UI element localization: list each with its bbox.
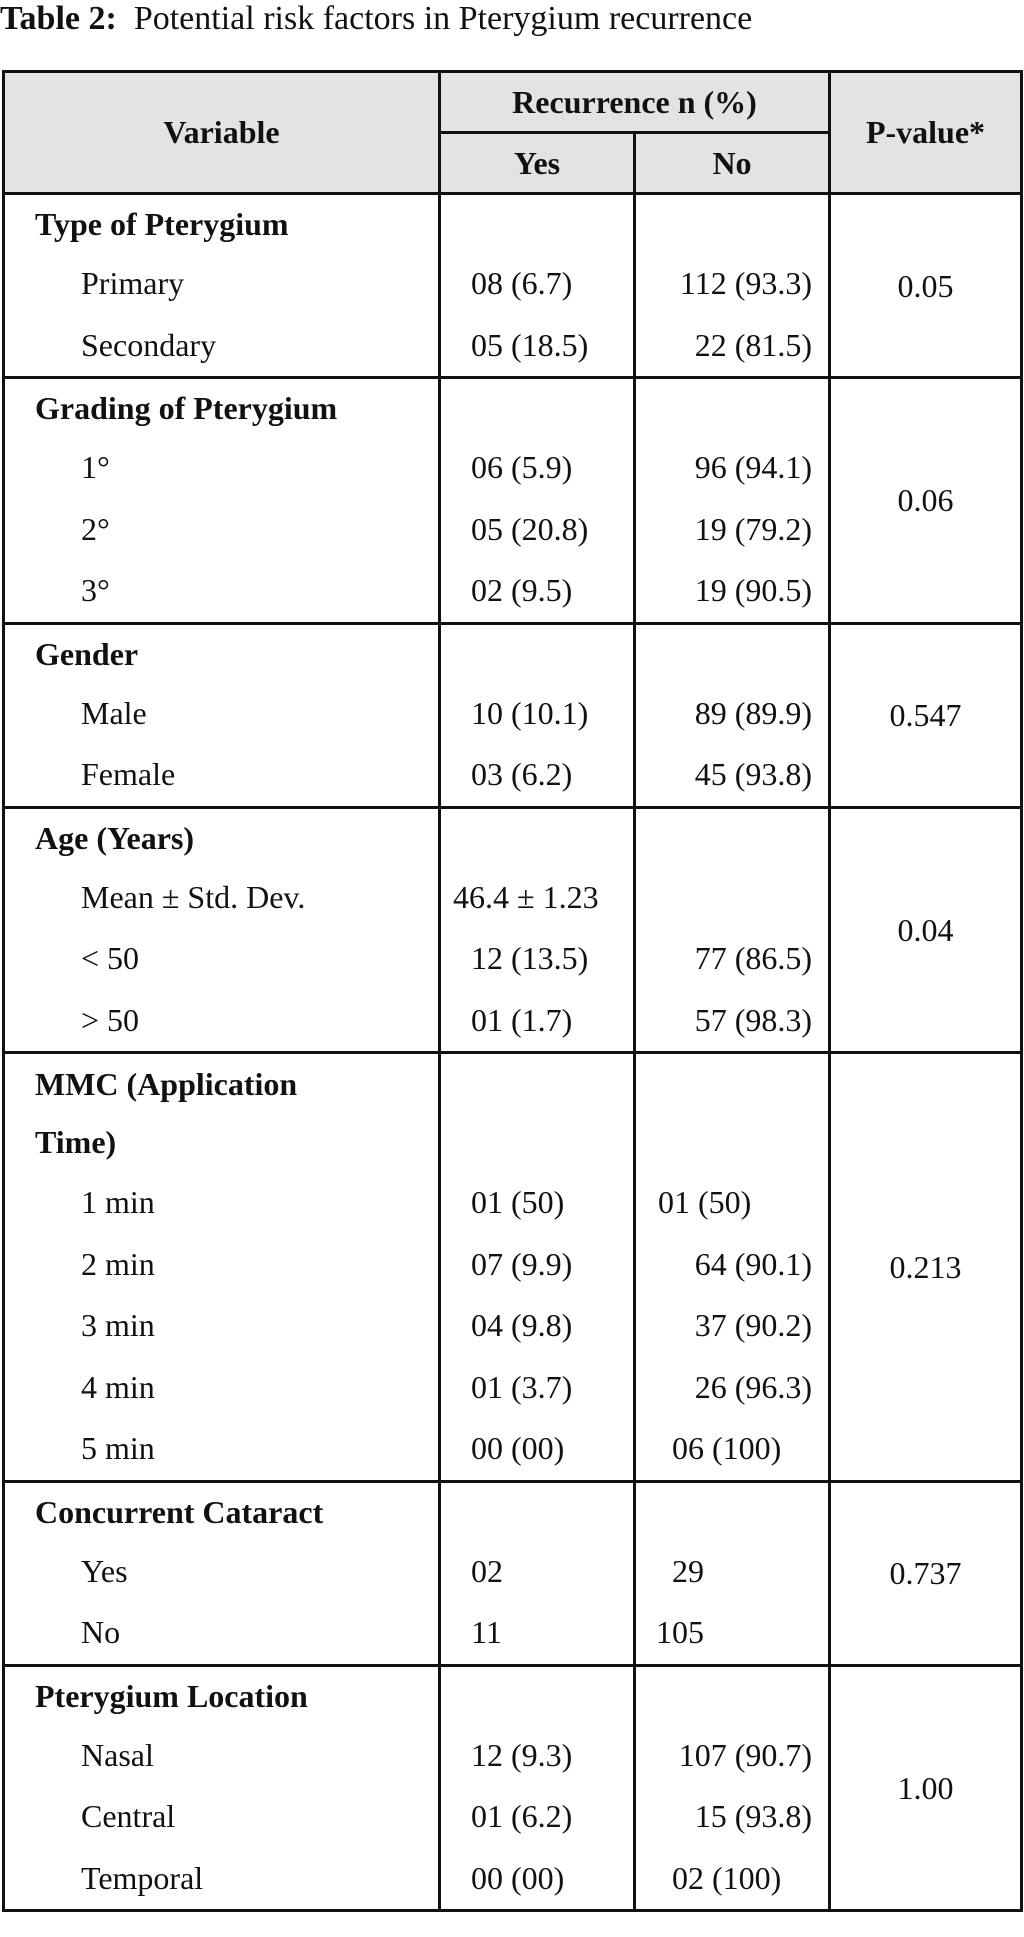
- cell-no: 105: [635, 1602, 830, 1665]
- cell-yes: 02: [440, 1541, 635, 1603]
- cell-no: 64 (90.1): [635, 1234, 830, 1296]
- group-age: [4, 807, 1022, 1053]
- cell-no: 57 (98.3): [635, 990, 830, 1053]
- group-title: Gender: [4, 623, 440, 683]
- row-label: Mean ± Std. Dev.: [4, 867, 440, 929]
- group-concurrent-cataract: [4, 1481, 1022, 1665]
- p-value: 0.547: [830, 623, 1022, 807]
- header-yes: Yes: [440, 133, 635, 194]
- row-label: > 50: [4, 990, 440, 1053]
- row-label: 2 min: [4, 1234, 440, 1296]
- p-value: 1.00: [830, 1665, 1022, 1911]
- cell-yes: 02 (9.5): [440, 560, 635, 623]
- row-label: 1 min: [4, 1172, 440, 1234]
- header-pvalue: P-value*: [830, 72, 1022, 194]
- cell-no: 29: [635, 1541, 830, 1603]
- table-header: [4, 72, 1022, 194]
- caption-label: Table 2:: [0, 0, 117, 37]
- group-grading-of-pterygium: [4, 378, 1022, 624]
- row-label: 1°: [4, 437, 440, 499]
- cell-yes: 04 (9.8): [440, 1295, 635, 1357]
- row-label: 3 min: [4, 1295, 440, 1357]
- group-type-of-pterygium: [4, 194, 1022, 378]
- header-variable: Variable: [4, 72, 440, 194]
- group-title: [4, 1053, 440, 1173]
- row-label: Temporal: [4, 1848, 440, 1911]
- cell-no: 22 (81.5): [635, 315, 830, 378]
- row-label: Central: [4, 1786, 440, 1848]
- row-label: Yes: [4, 1541, 440, 1603]
- cell-no: 112 (93.3): [635, 253, 830, 315]
- cell-yes: 07 (9.9): [440, 1234, 635, 1296]
- row-label: 4 min: [4, 1357, 440, 1419]
- row-label: 2°: [4, 499, 440, 561]
- group-title-line2: Time): [35, 1124, 117, 1160]
- cell-no: [635, 867, 830, 929]
- row-label: 5 min: [4, 1418, 440, 1481]
- cell-yes: 01 (1.7): [440, 990, 635, 1053]
- cell-no: 02 (100): [635, 1848, 830, 1911]
- row-label: No: [4, 1602, 440, 1665]
- cell-no: 96 (94.1): [635, 437, 830, 499]
- cell-yes: 46.4 ± 1.23: [440, 867, 635, 929]
- cell-yes: 00 (00): [440, 1418, 635, 1481]
- group-title: Pterygium Location: [4, 1665, 440, 1725]
- row-label: Female: [4, 744, 440, 807]
- group-title: Grading of Pterygium: [4, 378, 440, 438]
- table-caption: [0, 0, 1024, 38]
- row-label: < 50: [4, 928, 440, 990]
- row-label: 3°: [4, 560, 440, 623]
- caption-title: Potential risk factors in Pterygium recurrence: [133, 0, 753, 37]
- p-value: 0.04: [830, 807, 1022, 1053]
- group-mmc-application-time: [4, 1053, 1022, 1482]
- group-title: Age (Years): [4, 807, 440, 867]
- header-no: No: [635, 133, 830, 194]
- p-value: 0.06: [830, 378, 1022, 624]
- row-label: Nasal: [4, 1725, 440, 1787]
- cell-no: 19 (79.2): [635, 499, 830, 561]
- p-value: 0.737: [830, 1481, 1022, 1665]
- cell-yes: 03 (6.2): [440, 744, 635, 807]
- group-title: Type of Pterygium: [4, 194, 440, 254]
- cell-yes: 06 (5.9): [440, 437, 635, 499]
- group-pterygium-location: [4, 1665, 1022, 1911]
- cell-no: 89 (89.9): [635, 683, 830, 745]
- cell-yes: 10 (10.1): [440, 683, 635, 745]
- cell-no: 45 (93.8): [635, 744, 830, 807]
- cell-no: 107 (90.7): [635, 1725, 830, 1787]
- group-title: Concurrent Cataract: [4, 1481, 440, 1541]
- cell-no: 15 (93.8): [635, 1786, 830, 1848]
- cell-yes: 11: [440, 1602, 635, 1665]
- cell-yes: 08 (6.7): [440, 253, 635, 315]
- p-value: 0.05: [830, 194, 1022, 378]
- header-recurrence: Recurrence n (%): [440, 72, 830, 133]
- p-value: 0.213: [830, 1053, 1022, 1482]
- group-title-line1: MMC (Application: [35, 1066, 298, 1102]
- cell-yes: 05 (18.5): [440, 315, 635, 378]
- cell-no: 77 (86.5): [635, 928, 830, 990]
- risk-factor-table: [2, 70, 1023, 1912]
- cell-no: 26 (96.3): [635, 1357, 830, 1419]
- group-gender: [4, 623, 1022, 807]
- cell-no: 01 (50): [635, 1172, 830, 1234]
- row-label: Primary: [4, 253, 440, 315]
- cell-no: 06 (100): [635, 1418, 830, 1481]
- cell-yes: 12 (9.3): [440, 1725, 635, 1787]
- cell-yes: 01 (50): [440, 1172, 635, 1234]
- cell-yes: 12 (13.5): [440, 928, 635, 990]
- cell-yes: 01 (6.2): [440, 1786, 635, 1848]
- row-label: Male: [4, 683, 440, 745]
- cell-no: 37 (90.2): [635, 1295, 830, 1357]
- cell-yes: 01 (3.7): [440, 1357, 635, 1419]
- cell-yes: 05 (20.8): [440, 499, 635, 561]
- cell-no: 19 (90.5): [635, 560, 830, 623]
- cell-yes: 00 (00): [440, 1848, 635, 1911]
- row-label: Secondary: [4, 315, 440, 378]
